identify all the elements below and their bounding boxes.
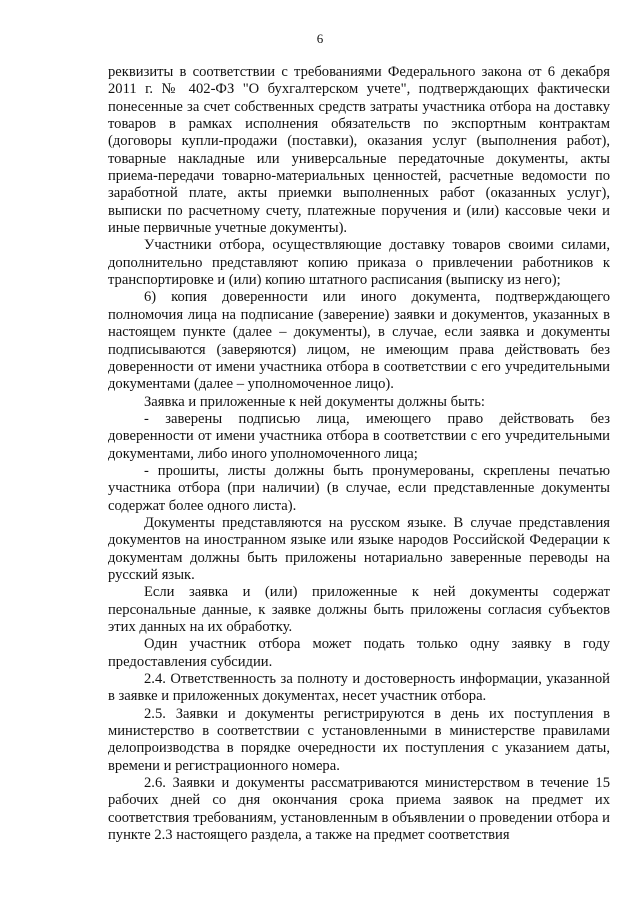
document-body — [108, 64, 610, 844]
paragraph-own-delivery: Участники отбора, осуществляющие доставку товаров своими силами, дополнительно представляют копию приказа о привлечении работников к транспортировке и (или) копию штатного расписания (выписку из него); — [108, 237, 610, 289]
paragraph-requisites: реквизиты в соответствии с требованиями Федерального закона от 6 декабря 2011 г. № 402-ФЗ "О бухгалтерском учете", подтверждающих фактически понесенные за счет собственных средств затраты участника отбора на доставку товаров в рамках исполнения обязательств по экспортным контрактам (договоры купли-продажи (поставки), оказания услуг (выполнения работ), товарные накладные или универсальные передаточные документы, акты приема-передачи товарно-материальных ценностей, расчетные ведомости по заработной плате, акты приемки выполненных работ (оказанных услуг), выписки по расчетному счету, платежные поручения и (или) кассовые чеки и иные первичные учетные документы). — [108, 64, 610, 237]
paragraph-power-of-attorney: 6) копия доверенности или иного документа, подтверждающего полномочия лица на подписание (заверение) заявки и документов, указанных в настоящем пункте (далее – документы), в случае, если заявка и документы подписываются (заверяются) лицом, не имеющим права действовать без доверенности от имени участника отбора в соответствии с его учредительными документами (далее – уполномоченное лицо). — [108, 289, 610, 393]
paragraph-personal-data: Если заявка и (или) приложенные к ней документы содержат персональные данные, к заявке должны быть приложены согласия субъектов этих данных на их обработку. — [108, 584, 610, 635]
paragraph-language: Документы представляются на русском языке. В случае представления документов на иностранном языке или языке народов Российской Федерации к документам должны быть приложены нотариально заверенные переводы на русский язык. — [108, 514, 610, 583]
list-item-stitched: - прошиты, листы должны быть пронумерованы, скреплены печатью участника отбора (при наличии) (в случае, если представленные документы содержат более одного листа). — [108, 462, 610, 514]
paragraph-one-application: Один участник отбора может подать только одну заявку в году предоставления субсидии. — [108, 636, 610, 670]
page-number: 6 — [316, 31, 324, 46]
clause-2-6: 2.6. Заявки и документы рассматриваются министерством в течение 15 рабочих дней со дня окончания срока приема заявок на предмет их соответствия требованиям, установленным в объявлении о проведении отбора и пункте 2.3 настоящего раздела, а также на предмет соответствия — [108, 775, 610, 844]
list-item-signed: - заверены подписью лица, имеющего право действовать без доверенности от имени участника отбора в соответствии с его учредительными документами, либо иного уполномоченного лица; — [108, 410, 610, 462]
clause-2-4: 2.4. Ответственность за полноту и достоверность информации, указанной в заявке и приложенных документах, несет участник отбора. — [108, 671, 610, 705]
paragraph-requirements-intro: Заявка и приложенные к ней документы должны быть: — [144, 393, 485, 410]
clause-2-5: 2.5. Заявки и документы регистрируются в день их поступления в министерство в соответствии с установленными в министерстве правилами делопроизводства в порядке очередности их поступления с указанием даты, времени и регистрационного номера. — [108, 705, 610, 774]
